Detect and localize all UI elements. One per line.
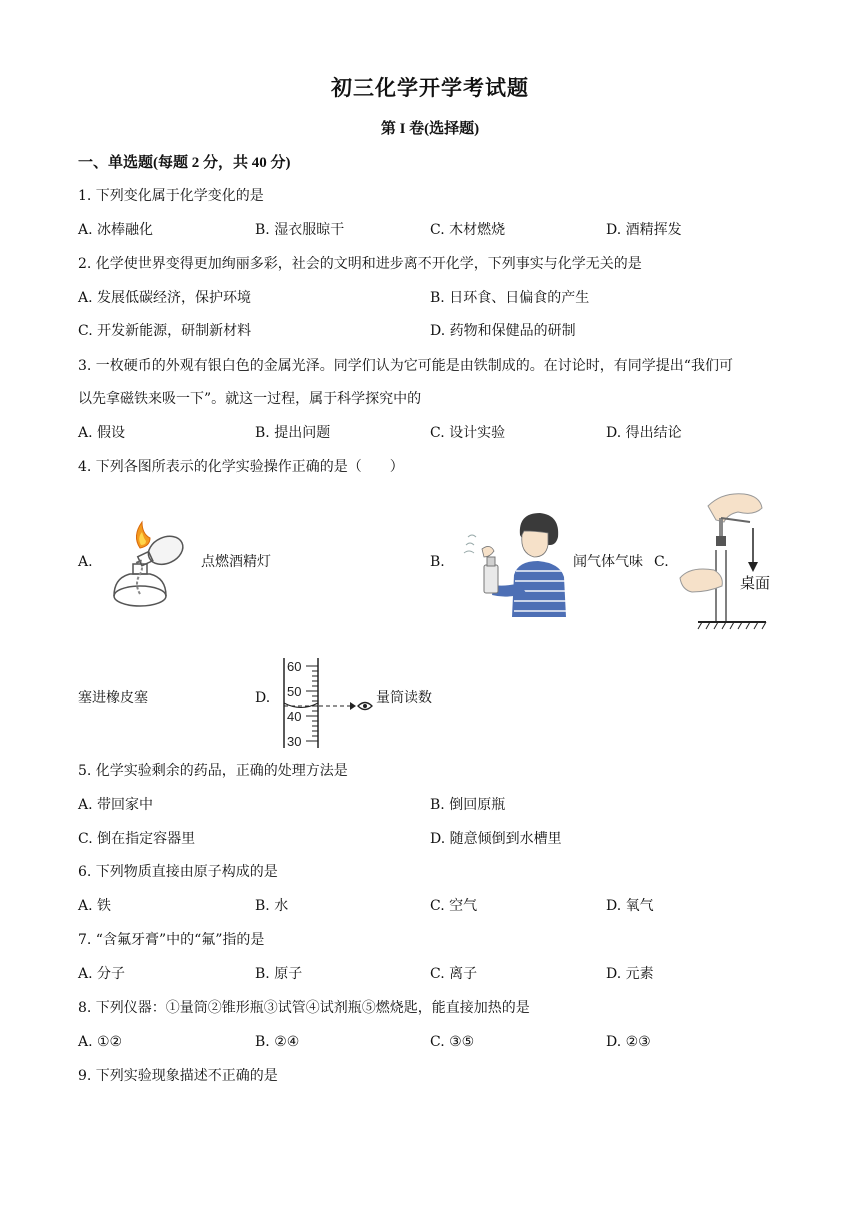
question-3-stem-line-1: 3. 一枚硬币的外观有银白色的金属光泽。同学们认为它可能是由铁制成的。在讨论时，有同学提出“我们可 xyxy=(78,358,733,374)
question-4-option-a: A. xyxy=(78,554,93,570)
smelling-gas-figure xyxy=(460,505,570,617)
volume-title: 第 I 卷(选择题) xyxy=(380,121,480,137)
question-3-option-b: B. 提出问题 xyxy=(255,425,331,441)
cylinder-tick-label: 30 xyxy=(287,734,302,749)
section-heading: 一、单选题(每题 2 分，共 40 分) xyxy=(78,155,291,171)
question-3-option-c: C. 设计实验 xyxy=(430,425,506,441)
question-8-option-c: C. ③⑤ xyxy=(430,1034,475,1050)
question-8-option-b: B. ②④ xyxy=(255,1034,300,1050)
question-9-stem: 9. 下列实验现象描述不正确的是 xyxy=(78,1068,278,1084)
question-2-option-c: C. 开发新能源，研制新材料 xyxy=(78,323,252,339)
question-4-option-d: D. xyxy=(255,690,271,706)
question-3-option-a: A. 假设 xyxy=(78,425,126,441)
question-8-option-a: A. ①② xyxy=(78,1034,123,1050)
question-7-option-d: D. 元素 xyxy=(606,966,654,982)
question-6-option-d: D. 氧气 xyxy=(606,898,654,914)
question-4-option-c: C. xyxy=(654,554,669,570)
question-4-option-b: B. xyxy=(430,554,445,570)
question-2-option-b: B. 日环食、日偏食的产生 xyxy=(430,290,590,306)
question-6-option-b: B. 水 xyxy=(255,898,289,914)
question-6-option-a: A. 铁 xyxy=(78,898,112,914)
question-5-option-a: A. 带回家中 xyxy=(78,797,154,813)
question-5-option-b: B. 倒回原瓶 xyxy=(430,797,506,813)
alcohol-lamp-figure xyxy=(100,512,200,612)
question-8-option-d: D. ②③ xyxy=(606,1034,651,1050)
rubber-stopper-figure xyxy=(678,488,770,634)
question-4-caption-a: 点燃酒精灯 xyxy=(201,554,271,570)
question-7-option-b: B. 原子 xyxy=(255,966,303,982)
question-7-option-c: C. 离子 xyxy=(430,966,478,982)
question-4-caption-d: 量筒读数 xyxy=(376,690,432,706)
question-4-caption-b: 闻气体气味 xyxy=(573,554,643,570)
question-2-stem: 2. 化学使世界变得更加绚丽多彩，社会的文明和进步离不开化学，下列事实与化学无关的是 xyxy=(78,256,642,272)
cylinder-tick-label: 60 xyxy=(287,659,302,674)
question-3-option-d: D. 得出结论 xyxy=(606,425,682,441)
question-2-option-d: D. 药物和保健品的研制 xyxy=(430,323,576,339)
question-4-caption-c: 塞进橡皮塞 xyxy=(78,690,148,706)
question-1-stem: 1. 下列变化属于化学变化的是 xyxy=(78,188,264,204)
cylinder-tick-label: 50 xyxy=(287,684,302,699)
question-1-option-a: A. 冰棒融化 xyxy=(78,222,154,238)
question-7-stem: 7. “含氟牙膏”中的“氟”指的是 xyxy=(78,932,265,948)
page-title: 初三化学开学考试题 xyxy=(331,75,529,100)
question-1-option-d: D. 酒精挥发 xyxy=(606,222,682,238)
question-4-stem: 4. 下列各图所表示的化学实验操作正确的是（ ） xyxy=(78,459,404,475)
question-1-option-c: C. 木材燃烧 xyxy=(430,222,506,238)
question-2-option-a: A. 发展低碳经济，保护环境 xyxy=(78,290,252,306)
question-6-stem: 6. 下列物质直接由原子构成的是 xyxy=(78,864,278,880)
question-5-option-c: C. 倒在指定容器里 xyxy=(78,831,196,847)
question-5-option-d: D. 随意倾倒到水槽里 xyxy=(430,831,562,847)
question-1-option-b: B. 湿衣服晾干 xyxy=(255,222,345,238)
desk-label: 桌面 xyxy=(740,574,771,592)
question-6-option-c: C. 空气 xyxy=(430,898,478,914)
graduated-cylinder-figure xyxy=(270,654,374,750)
question-3-stem-line-2: 以先拿磁铁来吸一下”。就这一过程，属于科学探究中的 xyxy=(78,391,422,407)
question-8-stem: 8. 下列仪器：①量筒②锥形瓶③试管④试剂瓶⑤燃烧匙，能直接加热的是 xyxy=(78,1000,530,1016)
cylinder-tick-label: 40 xyxy=(287,709,302,724)
question-7-option-a: A. 分子 xyxy=(78,966,126,982)
question-5-stem: 5. 化学实验剩余的药品，正确的处理方法是 xyxy=(78,763,348,779)
